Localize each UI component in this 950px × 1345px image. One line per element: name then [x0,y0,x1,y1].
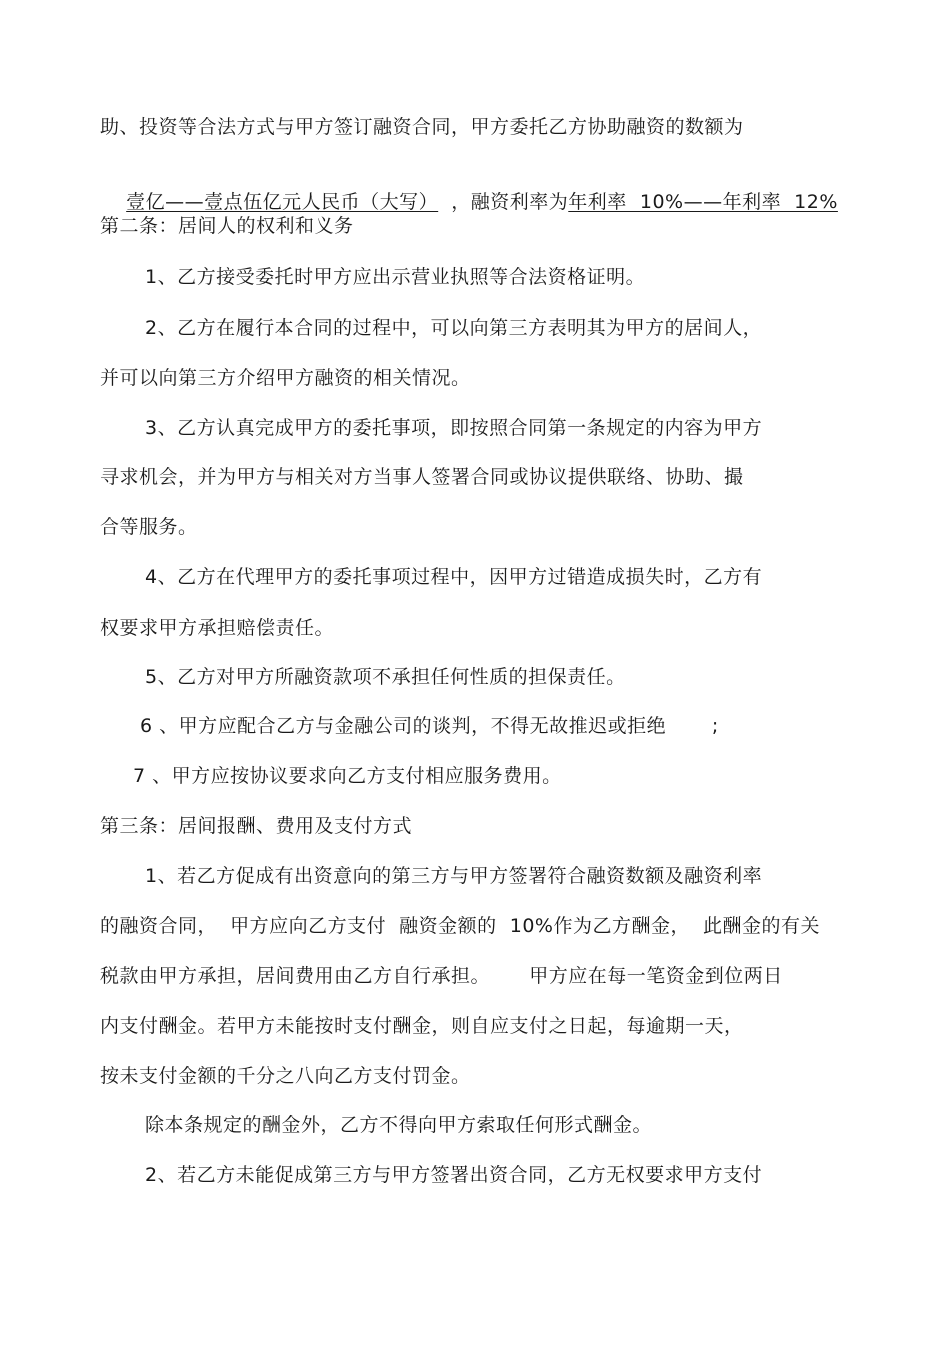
clause-item: 1、若乙方促成有出资意向的第三方与甲方签署符合融资数额及融资利率 [145,865,763,887]
clause-item: 5、乙方对甲方所融资款项不承担任何性质的担保责任。 [145,666,626,688]
section-heading-2: 第二条：居间人的权利和义务 [100,215,354,237]
paragraph-line: 按未支付金额的千分之八向乙方支付罚金。 [100,1065,471,1087]
paragraph-line: 合等服务。 [100,516,198,538]
amount-text: 壹亿——壹点伍亿元人民币（大写） [126,191,439,213]
paragraph-line: 并可以向第三方介绍甲方融资的相关情况。 [100,367,471,389]
clause-item: 2、若乙方未能促成第三方与甲方签署出资合同，乙方无权要求甲方支付 [145,1164,763,1186]
paragraph-line: 税款由甲方承担，居间费用由乙方自行承担。 甲方应在每一笔资金到位两日 [100,965,783,987]
paragraph-line: 除本条规定的酬金外，乙方不得向甲方索取任何形式酬金。 [145,1114,653,1136]
paragraph-line: 助、投资等合法方式与甲方签订融资合同，甲方委托乙方协助融资的数额为 [100,116,744,138]
section-heading-3: 第三条：居间报酬、费用及支付方式 [100,815,413,837]
paragraph-line: 内支付酬金。若甲方未能按时支付酬金，则自应支付之日起，每逾期一天， [100,1015,744,1037]
clause-item: 7 、甲方应按协议要求向乙方支付相应服务费用。 [133,765,562,787]
rate-intro-text: ，融资利率为 [438,191,569,213]
clause-item: 6 、甲方应配合乙方与金融公司的谈判，不得无故推迟或拒绝 ; [140,715,719,737]
clause-item: 1、乙方接受委托时甲方应出示营业执照等合法资格证明。 [145,266,646,288]
paragraph-line: 权要求甲方承担赔偿责任。 [100,617,335,639]
clause-item: 2、乙方在履行本合同的过程中，可以向第三方表明其为甲方的居间人， [145,317,763,339]
paragraph-line: 寻求机会，并为甲方与相关对方当事人签署合同或协议提供联络、协助、撮 [100,466,744,488]
paragraph-line: 的融资合同， 甲方应向乙方支付 融资金额的 10%作为乙方酬金， 此酬金的有关 [100,915,821,937]
rate-text: 年利率 10%——年利率 12% [568,191,838,213]
clause-item: 3、乙方认真完成甲方的委托事项，即按照合同第一条规定的内容为甲方 [145,417,763,439]
clause-item: 4、乙方在代理甲方的委托事项过程中，因甲方过错造成损失时，乙方有 [145,566,763,588]
